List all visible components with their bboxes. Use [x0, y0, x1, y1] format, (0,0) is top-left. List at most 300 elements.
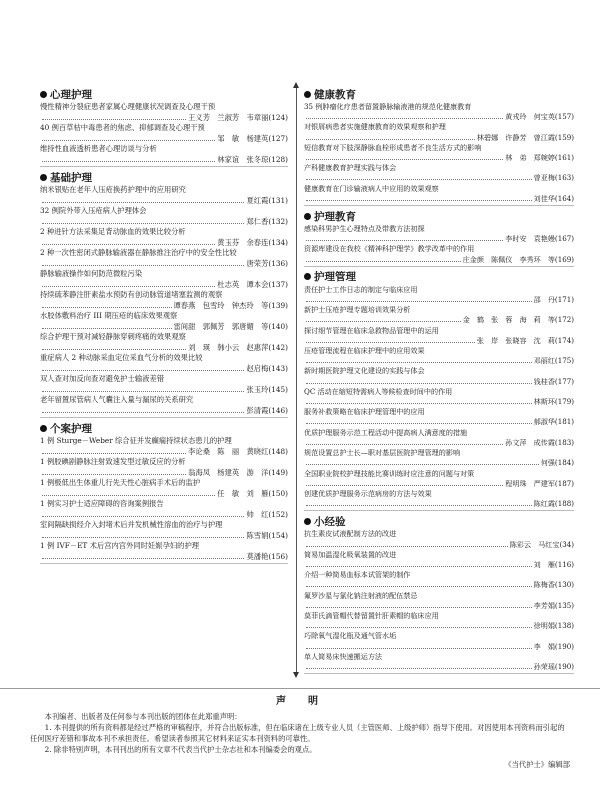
- entry-title: 短信教育对下肢深静脉血栓形成患者不良生活方式的影响: [304, 142, 482, 152]
- entry-page: (130): [554, 580, 574, 590]
- entry-byline: [40, 238, 288, 249]
- entry-byline: [304, 580, 574, 590]
- entry-byline: [304, 336, 574, 346]
- entry-byline: [304, 377, 574, 387]
- entry-page: (116): [554, 559, 574, 569]
- dot-leader: [306, 606, 532, 608]
- entry-page: (156): [268, 551, 288, 561]
- entry-byline: [40, 468, 288, 479]
- entry-title: 新护士压疮护理专题培训效果分析: [304, 305, 411, 315]
- dot-leader: [42, 222, 244, 224]
- section-heading: [304, 269, 574, 285]
- entry-page: (157): [554, 112, 574, 122]
- section-heading-label: 小经验: [314, 515, 346, 528]
- entry-byline: [40, 447, 288, 458]
- entry-author: 孙文萍 成传霞: [505, 437, 555, 447]
- entry-title: 责任护士工作日志的制定与临床应用: [304, 284, 418, 294]
- entry-page: (139): [268, 300, 288, 310]
- toc-section: [304, 86, 574, 206]
- entry-title: 简易加温湿化吸氧装置的改进: [304, 549, 397, 559]
- entry-byline: [304, 315, 574, 325]
- toc-entry[interactable]: [40, 290, 288, 311]
- bullet-icon: [40, 425, 47, 432]
- entry-title: 35 例肿瘤化疗患者留置静脉输液港的规范化健康教育: [304, 102, 472, 111]
- dot-leader: [42, 494, 215, 496]
- toc-entry[interactable]: [304, 489, 574, 509]
- dot-leader: [42, 264, 244, 266]
- entry-title: 单人简易床快速搬运方法: [304, 651, 383, 661]
- dot-leader: [306, 504, 532, 506]
- entry-title: 40 例百草枯中毒患者的焦虑、抑郁调查及心理干预: [40, 123, 205, 132]
- dot-leader: [42, 348, 186, 350]
- entry-page: (187): [554, 478, 574, 488]
- divider-arrow-down-icon: [293, 672, 299, 678]
- toc-entry[interactable]: [304, 469, 574, 489]
- entry-author: 何强: [540, 458, 555, 468]
- entry-byline: [304, 458, 574, 468]
- toc-entry[interactable]: [304, 224, 574, 244]
- toc-entry[interactable]: [40, 436, 288, 457]
- entry-page: (140): [268, 321, 288, 331]
- entry-title: 双人查对加反向查对避免护士输液差错: [40, 374, 165, 383]
- dot-leader: [306, 484, 503, 486]
- entry-title: 感染科男护生心理特点及带教方法初探: [304, 224, 425, 234]
- entry-author: 刘 雁: [533, 559, 555, 569]
- toc-entry[interactable]: [304, 102, 574, 122]
- dot-leader: [306, 138, 475, 140]
- entry-byline: [40, 531, 288, 542]
- entry-author: 赵启梅: [246, 363, 269, 373]
- entry-author: 莫潘艳: [246, 551, 269, 561]
- entry-title: 全国职业院校护理技能比赛训练时应注意的问题与对策: [304, 468, 475, 478]
- bullet-icon: [304, 273, 311, 280]
- entry-author: 林碧娜 许静芳 曾江霞: [476, 132, 555, 142]
- entry-title: 1 例极低出生体重儿行先天性心脏病手术后的监护: [40, 478, 201, 487]
- entry-title: 健康教育在门诊输液病人中应用的效果观察: [304, 183, 439, 193]
- entry-title: 纳米银贴在老年人压疮换药护理中的应用研究: [40, 185, 186, 194]
- entry-byline: [40, 552, 288, 563]
- declaration-paragraph: 2. 除非特别声明，本刊刊出的所有文章不代表当代护士杂志社和本刊编委会的观点。: [44, 745, 317, 754]
- bullet-icon: [304, 518, 311, 525]
- entry-page: (188): [554, 499, 574, 509]
- dot-leader: [306, 361, 532, 363]
- entry-author: 张 岸 张晓容 沈 莉: [476, 335, 555, 345]
- dot-leader: [42, 285, 215, 287]
- dot-leader: [42, 411, 244, 413]
- entry-author: 李芳娟: [533, 600, 555, 610]
- dot-leader: [42, 557, 244, 559]
- section-heading: [40, 169, 288, 185]
- entry-page: (190): [554, 641, 574, 651]
- entry-page: (134): [268, 237, 288, 247]
- entry-author: 林 弟 郑婉婷: [505, 153, 555, 163]
- dot-leader: [306, 626, 532, 628]
- entry-page: (124): [268, 112, 288, 122]
- entry-author: 夏红霞: [246, 195, 269, 205]
- toc-section: [40, 86, 288, 167]
- entry-byline: [304, 397, 574, 407]
- entry-page: (142): [268, 342, 288, 352]
- entry-title: 维持性血液透析患者心理访谈与分析: [40, 144, 157, 153]
- entry-byline: [304, 255, 574, 265]
- entry-byline: [304, 540, 574, 550]
- entry-author: 黄戎玲 何宝英: [505, 112, 555, 122]
- entry-page: (136): [268, 258, 288, 268]
- entry-page: (163): [554, 173, 574, 183]
- dot-leader: [42, 243, 215, 245]
- toc-entry[interactable]: [40, 395, 288, 416]
- toc-entry[interactable]: [304, 550, 574, 570]
- entry-title: 介绍一种简易血标本试管架的制作: [304, 570, 411, 580]
- entry-page: (132): [268, 216, 288, 226]
- toc-right-column: [304, 84, 574, 676]
- toc-entry[interactable]: [304, 529, 574, 549]
- toc-entry[interactable]: [40, 269, 288, 290]
- toc-entry[interactable]: [40, 144, 288, 165]
- entry-title: 综合护理干预对减轻静脉穿刺疼痛的效果观察: [40, 332, 186, 341]
- entry-author: 庄金颜 陈佩仪 李秀环 等: [462, 254, 555, 264]
- entry-author: 金 鹤 张 蓉 海 莉 等: [462, 315, 555, 325]
- toc-entry[interactable]: [40, 185, 288, 206]
- toc-entry[interactable]: [304, 428, 574, 448]
- entry-title: 规范设置总护士长—职对基层医院护理管理的影响: [304, 448, 461, 458]
- entry-byline: [40, 343, 288, 354]
- section-rule: [40, 563, 288, 564]
- toc-entry[interactable]: [40, 123, 288, 144]
- toc-entry[interactable]: [304, 346, 574, 366]
- entry-byline: [304, 417, 574, 427]
- entry-byline: [40, 134, 288, 145]
- section-rule: [304, 266, 574, 267]
- dot-leader: [306, 260, 461, 262]
- toc-entry[interactable]: [304, 448, 574, 468]
- toc-entry[interactable]: [40, 206, 288, 227]
- bullet-icon: [304, 213, 311, 220]
- entry-page: (150): [268, 488, 288, 498]
- dot-leader: [42, 327, 172, 329]
- entry-author: 彭清霞: [246, 405, 269, 415]
- entry-title: 莫菲氏滴管帽代替留置针肝素帽的临床应用: [304, 610, 439, 620]
- bullet-icon: [304, 91, 311, 98]
- entry-author: 谭春燕 包雪玲 钟杰玲 等: [173, 300, 269, 310]
- entry-byline: [304, 662, 574, 672]
- entry-author: 郝淑华: [533, 417, 555, 427]
- section-rule: [304, 510, 574, 511]
- section-heading-label: 心理护理: [50, 88, 92, 101]
- dot-leader: [306, 158, 503, 160]
- section-heading: [304, 513, 574, 529]
- toc-section: [40, 169, 288, 418]
- entry-title: 新时期医院护理文化建设的实践与体会: [304, 366, 425, 376]
- declaration-title: 声 明: [276, 696, 324, 707]
- toc-entry[interactable]: [304, 407, 574, 427]
- dot-leader: [42, 160, 215, 162]
- entry-title: 2 种进针方法采集足背动脉血的效果比较分析: [40, 227, 186, 236]
- entry-byline: [40, 196, 288, 207]
- entry-byline: [304, 133, 574, 143]
- entry-author: 任 敏 刘 雁: [217, 488, 269, 498]
- entry-title: 优质护理服务示范工程活动中提高病人满意度的措施: [304, 427, 468, 437]
- toc-entry[interactable]: [40, 499, 288, 520]
- toc-entry[interactable]: [40, 457, 288, 478]
- entry-byline: [40, 406, 288, 417]
- entry-byline: [40, 217, 288, 228]
- entry-author: 帅 红: [246, 509, 269, 519]
- entry-byline: [304, 356, 574, 366]
- entry-author: 林家谊 张冬琼: [217, 154, 269, 164]
- entry-page: (149): [268, 467, 288, 477]
- entry-page: (177): [554, 376, 574, 386]
- toc-section: [40, 420, 288, 564]
- entry-page: (161): [554, 153, 574, 163]
- dot-leader: [306, 545, 508, 547]
- entry-title: 巧除氧气湿化瓶及通气管水垢: [304, 631, 397, 641]
- entry-author: 曾亚梅: [533, 173, 555, 183]
- entry-title: 静脉输液操作如何防范微粒污染: [40, 269, 143, 278]
- entry-author: 钱桂香: [533, 376, 555, 386]
- entry-title: 抗生素皮试液配制方法的改进: [304, 529, 397, 539]
- entry-byline: [304, 234, 574, 244]
- entry-byline: [304, 499, 574, 509]
- toc-entry[interactable]: [40, 311, 288, 332]
- section-rule: [40, 417, 288, 418]
- entry-page: (154): [268, 530, 288, 540]
- toc-entry[interactable]: [40, 102, 288, 123]
- entry-author: 陈红霞: [533, 499, 555, 509]
- entry-page: (159): [554, 132, 574, 142]
- entry-page: (164): [554, 193, 574, 203]
- toc-entry[interactable]: [304, 611, 574, 631]
- dot-leader: [306, 117, 503, 119]
- entry-author: 林斯环: [533, 397, 555, 407]
- entry-title: 持续硫苯静注肝素盐水预防有创动脉管道堵塞监测的观察: [40, 290, 223, 299]
- entry-byline: [304, 479, 574, 489]
- toc-left-column: [40, 84, 288, 676]
- entry-byline: [40, 301, 288, 312]
- section-heading-label: 个案护理: [50, 422, 92, 435]
- entry-author: 邵 丹: [533, 295, 555, 305]
- toc-entry[interactable]: [304, 631, 574, 651]
- toc-entry[interactable]: [304, 122, 574, 142]
- entry-page: (167): [554, 234, 574, 244]
- entry-author: 徐明娟: [533, 621, 555, 631]
- entry-byline: [40, 113, 288, 124]
- section-rule: [304, 205, 574, 206]
- entry-page: (143): [268, 363, 288, 373]
- dot-leader: [306, 422, 532, 424]
- toc-columns: [40, 84, 574, 676]
- entry-author: 孙荣瑶: [533, 661, 555, 671]
- dot-leader: [42, 536, 244, 538]
- dot-leader: [306, 382, 532, 384]
- entry-title: 慢性精神分裂症患者家属心理健康状况调查及心理干预: [40, 102, 216, 111]
- entry-author: 李 娟: [533, 641, 555, 651]
- toc-entry[interactable]: [40, 478, 288, 499]
- entry-byline: [304, 173, 574, 183]
- entry-page: (138): [554, 621, 574, 631]
- entry-title: 1 例实习护士适应障碍的咨询案例报告: [40, 499, 164, 508]
- entry-page: (171): [554, 295, 574, 305]
- toc-entry[interactable]: [304, 143, 574, 163]
- toc-entry[interactable]: [304, 163, 574, 183]
- toc-entry[interactable]: [40, 520, 288, 541]
- entry-title: 水胶体敷料治疗 III 期压疮的临床效果观察: [40, 311, 178, 320]
- entry-author: 刘 瑛 韩小云 赵惠萍: [188, 342, 269, 352]
- toc-section: [304, 208, 574, 267]
- column-divider: [296, 84, 297, 676]
- entry-byline: [304, 438, 574, 448]
- dot-leader: [306, 463, 539, 465]
- entry-byline: [304, 295, 574, 305]
- section-heading-label: 护理教育: [314, 210, 356, 223]
- toc-entry[interactable]: [304, 591, 574, 611]
- entry-author: 翁海凤 杨建英 游 洋: [188, 467, 269, 477]
- entry-title: 1 例 IVF－ET 术后宫内宫外同时妊娠孕妇的护理: [40, 541, 200, 550]
- bullet-icon: [40, 91, 47, 98]
- entry-page: (152): [268, 509, 288, 519]
- section-heading-label: 健康教育: [314, 88, 356, 101]
- bullet-icon: [40, 174, 47, 181]
- entry-author: 陈梅香: [533, 580, 555, 590]
- dot-leader: [42, 452, 186, 454]
- declaration-signature: 《当代护士》编辑部: [504, 760, 570, 769]
- entry-byline: [304, 112, 574, 122]
- entry-page: (190): [554, 661, 574, 671]
- entry-author: 陈彩云 马红宝: [509, 539, 560, 549]
- dot-leader: [42, 118, 186, 120]
- entry-byline: [40, 489, 288, 500]
- entry-title: 2 种一次性密闭式静脉输液器在静脉推注治疗中的安全性比较: [40, 248, 237, 257]
- declaration-paragraph: 1. 本刊提供的所有资料都是经过严格的审稿程序，并符合出版标准，但在临床诸在上级专业人员（主管医师、上级护师）指导下使用。对因使用本刊资料而引起的任何医疗差错和事故本刊不承担责任。希望读者参照其它材料来证实本刊资料的可靠性。: [30, 723, 565, 743]
- section-rule: [304, 673, 574, 674]
- entry-author: 唐荣芳: [246, 258, 269, 268]
- entry-author: 邓丽红: [533, 356, 555, 366]
- section-heading: [304, 86, 574, 102]
- entry-author: 王义芳 兰淑芳 韦章丽: [188, 112, 269, 122]
- section-heading: [304, 208, 574, 224]
- entry-byline: [304, 153, 574, 163]
- entry-title: 室间隔缺损经介入封堵术后并发机械性溶血的治疗与护理: [40, 520, 223, 529]
- entry-page: (175): [554, 356, 574, 366]
- entry-page: (34): [559, 539, 574, 549]
- section-heading-label: 基础护理: [50, 171, 92, 184]
- entry-title: 1 例 Sturge－Weber 综合征并发癫痫持续状态患儿的护理: [40, 436, 232, 445]
- declaration-divider: [0, 688, 600, 689]
- entry-byline: [304, 601, 574, 611]
- entry-author: 张玉玲: [246, 384, 269, 394]
- declaration-paragraph: 本刊编者、出版者及任何参与本刊出版的团体在此郑重声明：: [44, 712, 242, 721]
- entry-page: (174): [554, 335, 574, 345]
- entry-title: 老年留置尿管病人气囊注入量与漏尿的关系研究: [40, 395, 194, 404]
- toc-entry[interactable]: [40, 227, 288, 248]
- toc-entry[interactable]: [304, 366, 574, 386]
- toc-entry[interactable]: [40, 374, 288, 395]
- dot-leader: [306, 565, 532, 567]
- entry-title: QC 活动在缩短特需病人等候检查时间中的作用: [304, 386, 453, 396]
- entry-page: (146): [268, 405, 288, 415]
- dot-leader: [42, 390, 244, 392]
- entry-byline: [40, 155, 288, 166]
- entry-page: (127): [268, 133, 288, 143]
- dot-leader: [42, 201, 244, 203]
- toc-entry[interactable]: [304, 326, 574, 346]
- entry-title: 重症病人 2 种动脉采血定位采血气分析的效果比较: [40, 353, 203, 362]
- entry-page: (137): [268, 279, 288, 289]
- dot-leader: [306, 178, 532, 180]
- entry-author: 程明珠 严建军: [505, 478, 555, 488]
- toc-entry[interactable]: [40, 541, 288, 562]
- toc-entry[interactable]: [304, 305, 574, 325]
- dot-leader: [306, 667, 532, 669]
- dot-leader: [42, 369, 244, 371]
- entry-title: 资源库建设在我校《精神科护理学》教学改革中的作用: [304, 244, 475, 254]
- entry-byline: [304, 642, 574, 652]
- dot-leader: [306, 402, 532, 404]
- toc-section: [304, 269, 574, 511]
- dot-leader: [306, 199, 532, 201]
- entry-title: 32 例院外带入压疮病人护理体会: [40, 206, 147, 215]
- entry-page: (148): [268, 446, 288, 456]
- dot-leader: [306, 647, 532, 649]
- entry-byline: [40, 259, 288, 270]
- entry-byline: [40, 510, 288, 521]
- entry-author: 李论桑 陈 丽 黄晓红: [188, 446, 269, 456]
- dot-leader: [42, 515, 244, 517]
- toc-entry[interactable]: [304, 652, 574, 672]
- entry-byline: [40, 385, 288, 396]
- entry-page: (128): [268, 154, 288, 164]
- entry-author: 李时安 袁艳嫚: [505, 234, 555, 244]
- toc-entry[interactable]: [304, 184, 574, 204]
- dot-leader: [306, 341, 475, 343]
- entry-title: 创建优质护理服务示范病房的方法与效果: [304, 488, 432, 498]
- entry-byline: [40, 322, 288, 333]
- entry-author: 郑仁香: [246, 216, 269, 226]
- dot-leader: [306, 300, 532, 302]
- toc-section: [304, 513, 574, 674]
- toc-entry[interactable]: [40, 248, 288, 269]
- entry-title: 探讨细节管理在临床急救物品管理中的运用: [304, 325, 439, 335]
- toc-entry[interactable]: [40, 353, 288, 374]
- section-heading: [40, 86, 288, 102]
- divider-arrow-up-icon: [293, 82, 299, 88]
- entry-byline: [304, 194, 574, 204]
- toc-entry[interactable]: [304, 244, 574, 264]
- dot-leader: [306, 320, 461, 322]
- dot-leader: [306, 239, 503, 241]
- entry-page: (181): [554, 417, 574, 427]
- entry-page: (131): [268, 195, 288, 205]
- dot-leader: [42, 473, 186, 475]
- entry-page: (145): [268, 384, 288, 394]
- entry-author: 雷间甜 郭佩芳 郭唐媚 等: [173, 321, 269, 331]
- toc-entry[interactable]: [40, 332, 288, 353]
- dot-leader: [306, 443, 503, 445]
- dot-leader: [42, 139, 215, 141]
- entry-author: 刘佳华: [533, 193, 555, 203]
- entry-title: 压疮管理流程在临床护理中的应用效果: [304, 346, 425, 356]
- entry-page: (183): [554, 437, 574, 447]
- toc-entry[interactable]: [304, 285, 574, 305]
- dot-leader: [42, 306, 172, 308]
- entry-page: (172): [554, 315, 574, 325]
- entry-page: (169): [554, 254, 574, 264]
- toc-entry[interactable]: [304, 387, 574, 407]
- entry-author: 陈雪娟: [246, 530, 269, 540]
- entry-title: 对银屑病患者实施健康教育的效果观察和护理: [304, 122, 446, 132]
- toc-entry[interactable]: [304, 570, 574, 590]
- entry-author: 杜志英 谭本会: [217, 279, 269, 289]
